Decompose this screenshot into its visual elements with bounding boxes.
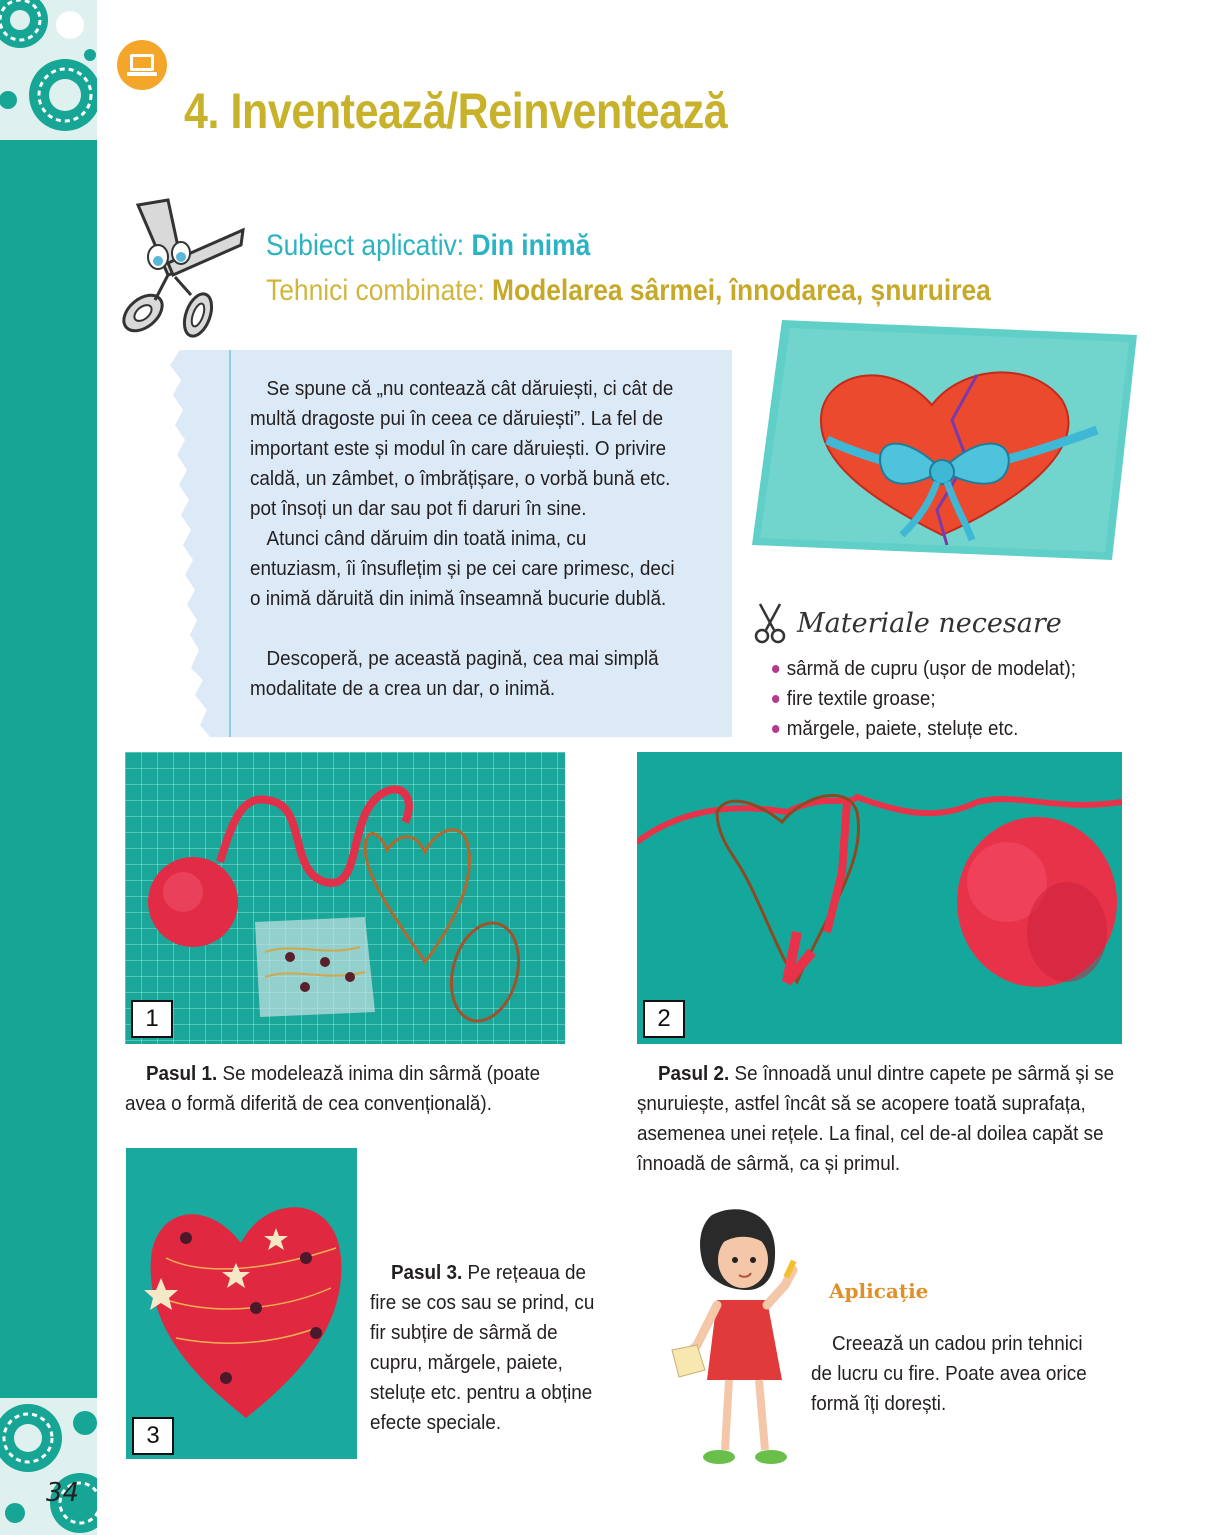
materials-item: mărgele, paiete, steluțe etc. bbox=[772, 714, 1076, 744]
step-2-text bbox=[637, 1059, 1115, 1179]
techniques-value: Modelarea sârmei, înnodarea, șnuruirea bbox=[491, 274, 991, 307]
step-label: Pasul 1. bbox=[145, 1062, 218, 1085]
step-label: Pasul 2. bbox=[657, 1062, 730, 1085]
step-description: Pe rețeaua de fire se cos sau se prind, cu fir subțire de sârmă de cupru, mărgele, paiete, steluțe etc. pentru a obține efecte speciale. bbox=[370, 1261, 595, 1434]
intro-paragraph: Descoperă, pe această pagină, cea mai simplă modalitate de a crea un dar, o inimă. bbox=[250, 647, 659, 700]
techniques-label: Tehnici combinate: bbox=[266, 274, 492, 307]
intro-text bbox=[250, 374, 682, 704]
computer-icon bbox=[117, 40, 167, 90]
step-2-photo bbox=[637, 752, 1122, 1044]
step-number-badge: 1 bbox=[131, 1000, 173, 1038]
step-description: Se înnoadă unul dintre capete pe sârmă și se șnuruiește, astfel încât să se acopere toată suprafața, asemenea unei rețele. La final, cel de-al doilea capăt se înnoadă de sârmă, ca și primul. bbox=[637, 1062, 1115, 1175]
step-1-text bbox=[125, 1059, 557, 1119]
step-1-photo bbox=[125, 752, 565, 1044]
step-number-badge: 2 bbox=[643, 1000, 685, 1038]
step-3-text bbox=[370, 1258, 600, 1438]
materials-item: fire textile groase; bbox=[772, 684, 1076, 714]
step-label: Pasul 3. bbox=[390, 1261, 463, 1284]
step-3-photo bbox=[126, 1148, 357, 1459]
application-description: Creează un cadou prin tehnici de lucru cu fire. Poate avea orice formă îți dorești. bbox=[811, 1332, 1087, 1415]
subject-label: Subiect aplicativ: bbox=[266, 229, 472, 262]
girl-illustration bbox=[667, 1205, 817, 1475]
materials-item: sârmă de cupru (ușor de modelat); bbox=[772, 654, 1076, 684]
step-description: Se modelează inima din sârmă (poate avea o formă diferită de cea convențională). bbox=[125, 1062, 541, 1115]
intro-paragraph: Atunci când dăruim din toată inima, cu entuziasm, îi însuflețim și pe cei care primesc, deci o inimă dăruită din inimă înseamnă bucurie dublă. bbox=[250, 527, 675, 610]
application-title: Aplicație bbox=[829, 1279, 929, 1303]
step-number-badge: 3 bbox=[132, 1417, 174, 1455]
page-number: 34 bbox=[46, 1478, 80, 1508]
scissors-icon bbox=[752, 602, 788, 644]
application-text bbox=[811, 1329, 1087, 1419]
subject-value: Din inimă bbox=[471, 229, 591, 262]
intro-paragraph: Se spune că „nu contează cât dăruiești, ci cât de multă dragoste pui în ceea ce dăruiești”. La fel de important este și modul în care dăruiești. O privire caldă, un zâmbet, o îmbrățișare, o vorbă bună etc. pot însoți un dar sau pot fi daruri în sine. bbox=[250, 377, 674, 520]
page-title: 4. Inventează/Reinventează bbox=[184, 83, 728, 139]
decorative-circles-top bbox=[0, 0, 97, 140]
techniques-line bbox=[266, 274, 991, 308]
sidebar-strip bbox=[0, 0, 97, 1535]
scissors-mascot-icon bbox=[113, 195, 248, 340]
decorative-circles-bottom bbox=[0, 1398, 97, 1535]
subject-line bbox=[266, 229, 590, 263]
heart-card-illustration bbox=[752, 320, 1137, 560]
materials-title: Materiale necesare bbox=[797, 608, 1062, 639]
materials-list bbox=[772, 654, 1076, 744]
